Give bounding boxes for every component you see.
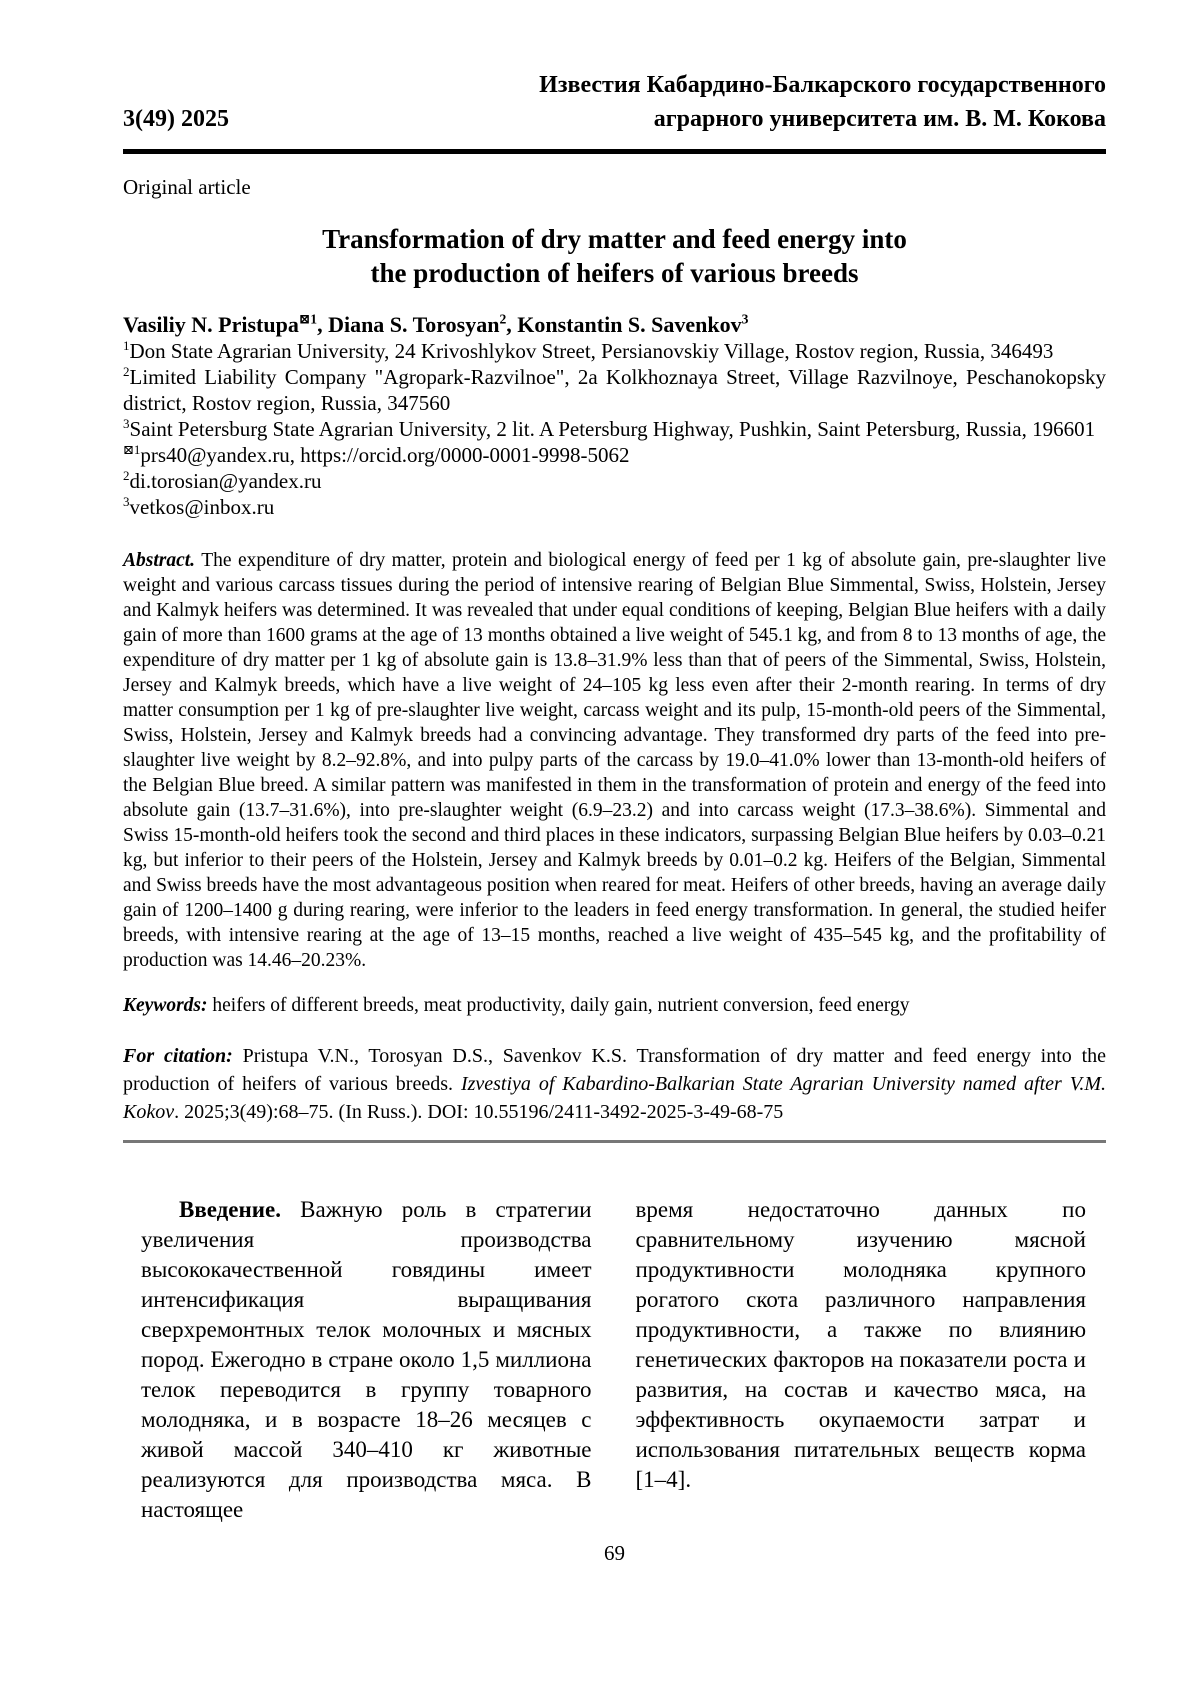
author-1-superscript	[299, 312, 317, 327]
citation-text: Pristupa V.N., Torosyan D.S., Savenkov K.S. Transformation of dry matter and feed energy into the production of heifers of various breeds.	[123, 1045, 1106, 1095]
contact-2-text: di.torosian@yandex.ru	[129, 469, 322, 493]
right-column	[636, 1195, 1087, 1525]
introduction-paragraph	[141, 1195, 592, 1525]
page-number: 69	[604, 1541, 625, 1565]
introduction-text-left: Важную роль в стратегии увеличения производства высококачественной говядины имеет интенсификация выращивания сверхремонтных телок молочных и мясных пород. Ежегодно в стране около 1,5 миллиона телок переводится в группу товарного молодняка, и в возрасте 18–26 месяцев с живой массой 340–410 кг животные реализуются для производства мяса. В настоящее	[141, 1197, 592, 1522]
article-title	[123, 222, 1106, 290]
author-3-affiliation-mark: 3	[741, 311, 749, 327]
author-separator: ,	[317, 312, 329, 337]
citation-label: For citation:	[123, 1045, 233, 1067]
envelope-icon: ⊠	[298, 311, 311, 327]
header-rule	[123, 149, 1106, 154]
citation-doi-text: . 2025;3(49):68–75. (In Russ.). DOI: 10.55196/2411-3492-2025-3-49-68-75	[174, 1101, 784, 1123]
envelope-icon: ⊠	[123, 442, 134, 457]
journal-name	[539, 68, 1106, 136]
keywords-line	[123, 993, 1106, 1018]
affiliation-1-text: Don State Agrarian University, 24 Krivoshlykov Street, Persianovskiy Village, Rostov region, Russia, 346493	[129, 339, 1054, 363]
contact-2-mark: 2	[123, 468, 130, 483]
introduction-label: Введение.	[179, 1197, 281, 1222]
author-2	[328, 312, 517, 337]
affiliation-3-mark: 3	[123, 416, 130, 431]
two-column-body	[123, 1195, 1106, 1525]
citation-paragraph	[123, 1042, 1106, 1126]
keywords-text: heifers of different breeds, meat productivity, daily gain, nutrient conversion, feed energy	[212, 995, 910, 1016]
author-1-affiliation-mark: 1	[310, 311, 318, 327]
contact-3-mark: 3	[123, 494, 130, 509]
affiliation-3	[123, 416, 1106, 442]
author-1	[123, 312, 328, 337]
left-column	[141, 1195, 592, 1525]
affiliation-1	[123, 338, 1106, 364]
affiliation-2-mark: 2	[123, 364, 130, 379]
journal-name-line2: аграрного университета им. В. М. Кокова	[653, 106, 1106, 132]
contact-3	[123, 494, 1106, 520]
author-2-name: Diana S. Torosyan	[328, 312, 500, 337]
contact-1-sup: 1	[133, 442, 141, 457]
contact-1-text: prs40@yandex.ru, https://orcid.org/0000-0001-9998-5062	[140, 443, 630, 467]
article-title-line2: the production of heifers of various breeds	[370, 258, 859, 288]
introduction-text-right: время недостаточно данных по сравнительному изучению мясной продуктивности молодняка крупного рогатого скота различного направления продуктивности, а также по влиянию генетических факторов на показатели роста и развития, на состав и качество мяса, на эффективность окупаемости затрат и использования питательных веществ корма [1–4].	[635, 1197, 1086, 1492]
keywords-label: Keywords:	[123, 995, 208, 1016]
contact-1-mark	[123, 442, 140, 457]
author-2-affiliation-mark: 2	[499, 311, 507, 327]
affiliation-2	[123, 364, 1106, 416]
section-divider-rule	[123, 1140, 1106, 1143]
author-1-name: Vasiliy N. Pristupa	[123, 312, 299, 337]
affiliation-2-text: Limited Liability Company "Agropark-Razvilnoe", 2a Kolkhoznaya Street, Village Razvilnoye, Peschanokopsky district, Rostov region, Russia, 347560	[123, 365, 1106, 415]
abstract-paragraph	[123, 548, 1106, 973]
abstract-text: The expenditure of dry matter, protein and biological energy of feed per 1 kg of absolute gain, pre-slaughter live weight and various carcass tissues during the period of intensive rearing of Belgian Blue Simmental, Swiss, Holstein, Jersey and Kalmyk heifers was determined. It was revealed that under equal conditions of keeping, Belgian Blue heifers with a daily gain of more than 1600 grams at the age of 13 months obtained a live weight of 545.1 kg, and from 8 to 13 months of age, the expenditure of dry matter per 1 kg of absolute gain is 13.8–31.9% less than that of peers of the Simmental, Swiss, Holstein, Jersey and Kalmyk breeds, which have a live weight of 24–105 kg less even after their 2-month rearing. In terms of dry matter consumption per 1 kg of pre-slaughter live weight, carcass weight and its pulp, 15-month-old peers of the Simmental, Swiss, Holstein, Jersey and Kalmyk breeds had a convincing advantage. They transformed dry parts of the feed into pre-slaughter live weight by 8.2–92.8%, and into pulpy parts of the carcass by 19.0–41.0% lower than 13-month-old heifers of the Belgian Blue breed. A similar pattern was manifested in them in the transformation of protein and energy of the feed into absolute gain (13.7–31.6%), into pre-slaughter weight (6.9–23.2) and into carcass weight (17.3–38.6%). Simmental and Swiss 15-month-old heifers took the second and third places in these indicators, surpassing Belgian Blue heifers by 0.03–0.21 kg, but inferior to their peers of the Holstein, Jersey and Kalmyk breeds by 0.01–0.2 kg. Heifers of the Belgian, Simmental and Swiss breeds have the most advantageous position when reared for meat. Heifers of other breeds, having an average daily gain of 1200–1400 g during rearing, were inferior to the leaders in feed energy transformation. In general, the studied heifer breeds, with intensive rearing at the age of 13–15 months, reached a live weight of 435–545 kg, and the profitability of production was 14.46–20.23%.	[123, 550, 1106, 971]
journal-name-line1: Известия Кабардино-Балкарского государственного	[539, 72, 1106, 98]
author-separator: ,	[506, 312, 518, 337]
author-3-name: Konstantin S. Savenkov	[517, 312, 742, 337]
citation-journal-italic: Izvestiya of Kabardino-Balkarian State Agrarian University named after V.M. Kokov	[123, 1073, 1107, 1123]
journal-issue: 3(49) 2025	[123, 106, 229, 132]
contacts-block	[123, 442, 1106, 520]
abstract-label: Abstract.	[123, 550, 196, 571]
contact-3-text: vetkos@inbox.ru	[129, 495, 275, 519]
contact-1	[123, 442, 1106, 468]
article-type-label: Original article	[123, 175, 251, 199]
affiliations-block	[123, 338, 1106, 442]
authors-line	[123, 312, 1106, 338]
contact-2	[123, 468, 1106, 494]
affiliation-3-text: Saint Petersburg State Agrarian University, 2 lit. A Petersburg Highway, Pushkin, Saint Petersburg, Russia, 196601	[129, 417, 1096, 441]
page-header	[123, 68, 1106, 136]
affiliation-1-mark: 1	[123, 338, 130, 353]
article-title-line1: Transformation of dry matter and feed energy into	[322, 224, 907, 254]
author-3	[517, 312, 748, 337]
